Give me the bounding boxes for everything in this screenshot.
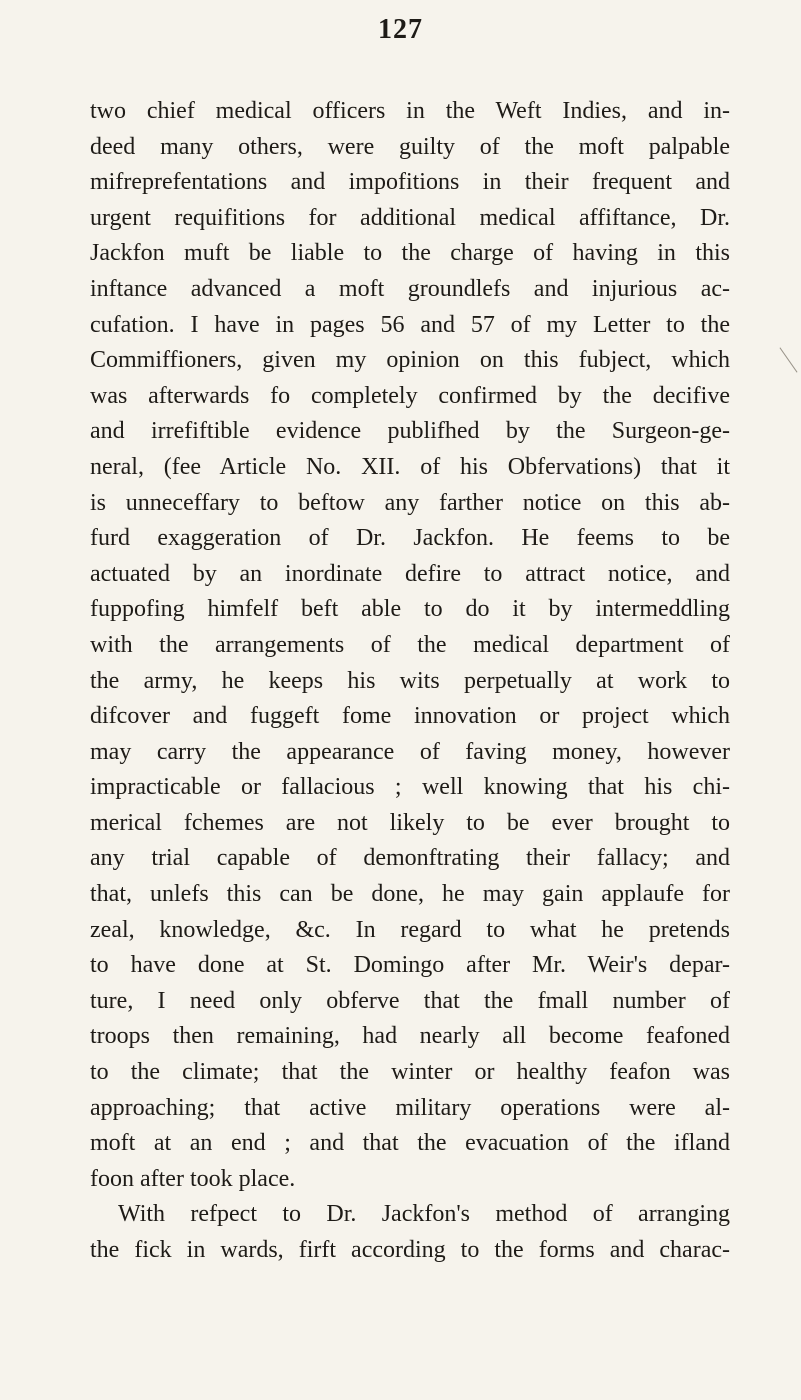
- text-line: difcover and fuggeft fome innovation or project which: [90, 703, 730, 730]
- body-text: [90, 94, 730, 1269]
- text-line: to have done at St. Domingo after Mr. Weir's depar-: [90, 952, 730, 979]
- text-line: zeal, knowledge, &c. In regard to what he pretends: [90, 916, 730, 943]
- text-line: the fick in wards, firft according to the forms and charac-: [90, 1237, 730, 1263]
- text-line: Jackfon muft be liable to the charge of having in this: [90, 240, 730, 267]
- text-line: was afterwards fo completely confirmed by the decifive: [90, 382, 730, 409]
- text-line: approaching; that active military operations were al-: [90, 1094, 730, 1121]
- paper-mark: [779, 347, 797, 372]
- text-line: with the arrangements of the medical department of: [90, 631, 730, 658]
- text-line: any trial capable of demonftrating their fallacy; and: [90, 845, 730, 872]
- text-line: ture, I need only obferve that the fmall number of: [90, 987, 730, 1014]
- text-line: the army, he keeps his wits perpetually at work to: [90, 667, 730, 694]
- text-line: foon after took place.: [90, 1165, 296, 1192]
- text-line: With refpect to Dr. Jackfon's method of arranging: [118, 1201, 730, 1228]
- text-line: to the climate; that the winter or healthy feafon was: [90, 1059, 730, 1086]
- text-line: may carry the appearance of faving money, however: [90, 738, 730, 765]
- text-line: deed many others, were guilty of the moft palpable: [90, 133, 730, 160]
- text-line: that, unlefs this can be done, he may gain applaufe for: [90, 881, 730, 908]
- text-line: mifreprefentations and impofitions in their frequent and: [90, 169, 730, 196]
- text-line: troops then remaining, had nearly all become feafoned: [90, 1023, 730, 1050]
- text-line: fuppofing himfelf beft able to do it by intermeddling: [90, 596, 730, 623]
- text-line: neral, (fee Article No. XII. of his Obfervations) that it: [90, 453, 730, 480]
- page-number: 127: [378, 14, 423, 45]
- text-line: merical fchemes are not likely to be ever brought to: [90, 809, 730, 836]
- text-line: actuated by an inordinate defire to attract notice, and: [90, 560, 730, 587]
- text-line: is unneceffary to beftow any farther notice on this ab-: [90, 489, 730, 516]
- text-line: urgent requifitions for additional medical affiftance, Dr.: [90, 204, 730, 231]
- text-line: impracticable or fallacious ; well knowing that his chi-: [90, 774, 730, 801]
- text-line: Commiffioners, given my opinion on this fubject, which: [90, 347, 730, 374]
- text-line: and irrefiftible evidence publifhed by the Surgeon-ge-: [90, 418, 730, 445]
- text-line: cufation. I have in pages 56 and 57 of my Letter to the: [90, 311, 730, 338]
- text-line: inftance advanced a moft groundlefs and injurious ac-: [90, 275, 730, 302]
- text-line: moft at an end ; and that the evacuation of the ifland: [90, 1130, 730, 1157]
- text-line: two chief medical officers in the Weft Indies, and in-: [90, 98, 730, 124]
- text-line: furd exaggeration of Dr. Jackfon. He feems to be: [90, 525, 730, 552]
